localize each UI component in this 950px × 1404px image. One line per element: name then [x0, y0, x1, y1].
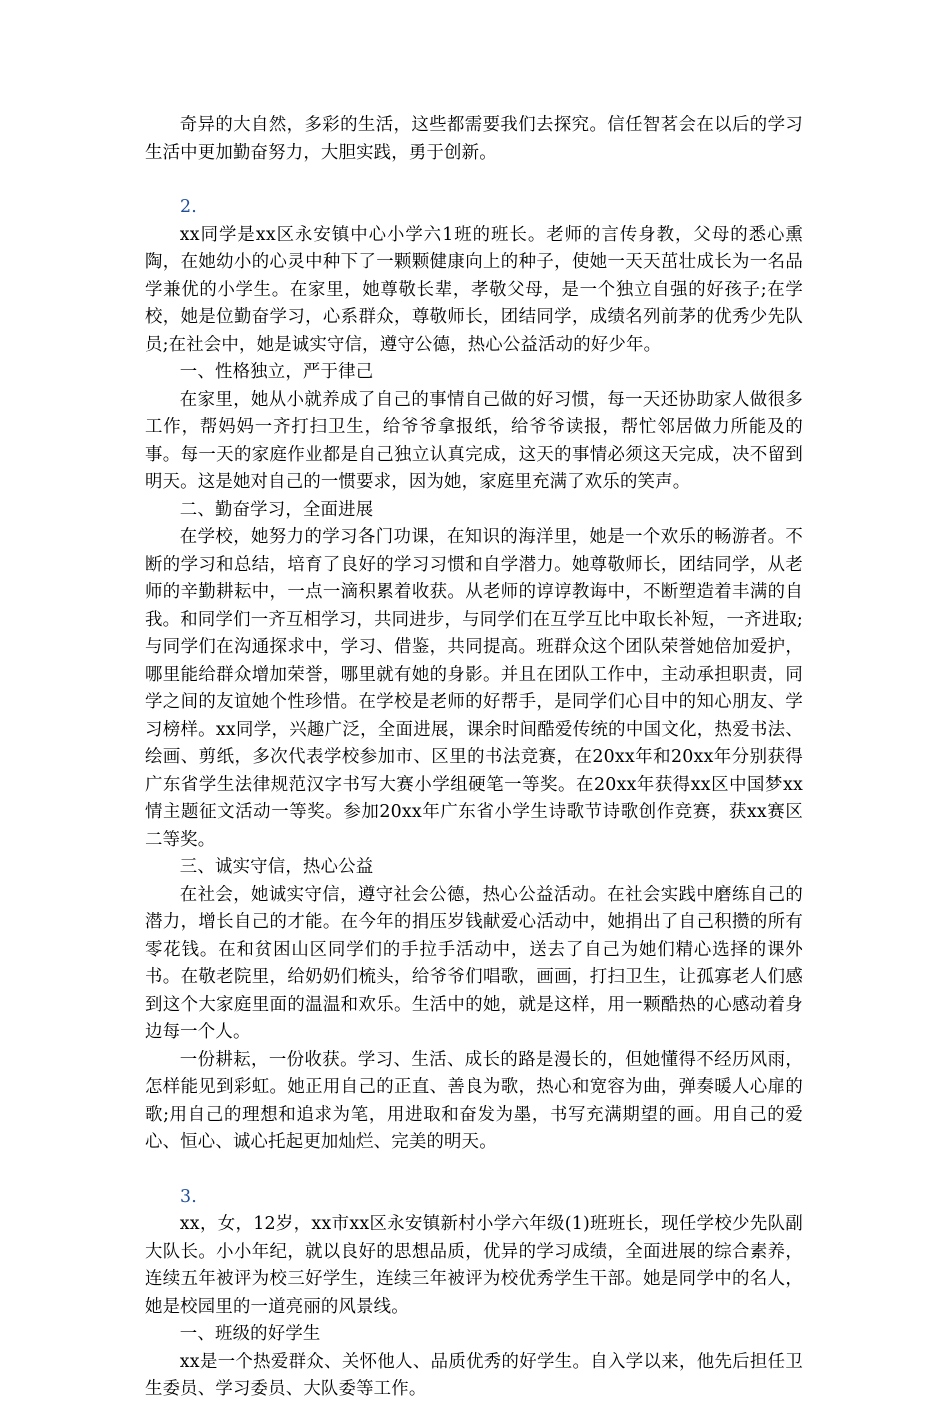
body-paragraph: 在家里，她从小就养成了自己的事情自己做的好习惯，每一天还协助家人做很多工作，帮妈妈一齐打扫卫生，给爷爷拿报纸，给爷爷读报，帮忙邻居做力所能及的事。每一天的家庭作业都是自己独立认真完成，这天的事情必须这天完成，决不留到明天。这是她对自己的一惯要求，因为她，家庭里充满了欢乐的笑声。	[145, 389, 803, 492]
body-paragraph: xx是一个热爱群众、关怀他人、品质优秀的好学生。自入学以来，他先后担任卫生委员、学习委员、大队委等工作。	[145, 1351, 803, 1399]
paragraph-spacer	[145, 1157, 803, 1184]
paragraph-spacer	[145, 167, 803, 194]
body-paragraph: 一份耕耘，一份收获。学习、生活、成长的路是漫长的，但她懂得不经历风雨，怎样能见到彩虹。她正用自己的正直、善良为歌，热心和宽容为曲，弹奏暖人心扉的歌;用自己的理想和追求为笔，用进取和奋发为墨，书写充满期望的画。用自己的爱心、恒心、诚心托起更加灿烂、完美的明天。	[145, 1049, 803, 1152]
body-paragraph: 一、班级的好学生	[179, 1324, 321, 1344]
body-paragraph: 奇异的大自然，多彩的生活，这些都需要我们去探究。信任智茗会在以后的学习生活中更加勤奋努力，大胆实践，勇于创新。	[145, 115, 803, 163]
body-paragraph: 一、性格独立，严于律己	[179, 362, 374, 382]
body-paragraph: xx，女，12岁，xx市xx区永安镇新村小学六年级(1)班班长，现任学校少先队副大队长。小小年纪，就以良好的思想品质，优异的学习成绩，全面进展的综合素养，连续五年被评为校三好学生，连续三年被评为校优秀学生干部。她是同学中的名人，她是校园里的一道亮丽的风景线。	[145, 1214, 803, 1317]
body-paragraph: 在学校，她努力的学习各门功课，在知识的海洋里，她是一个欢乐的畅游者。不断的学习和总结，培育了良好的学习习惯和自学潜力。她尊敬师长，团结同学，从老师的辛勤耕耘中，一点一滴积累着收获。从老师的谆谆教诲中，不断塑造着丰满的自我。和同学们一齐互相学习，共同进步，与同学们在互学互比中取长补短，一齐进取;与同学们在沟通探求中，学习、借鉴，共同提高。班群众这个团队荣誉她倍加爱护，哪里能给群众增加荣誉，哪里就有她的身影。并且在团队工作中，主动承担职责，同学之间的友谊她个性珍惜。在学校是老师的好帮手，是同学们心目中的知心朋友、学习榜样。xx同学，兴趣广泛，全面进展，课余时间酷爱传统的中国文化，热爱书法、绘画、剪纸，多次代表学校参加市、区里的书法竞赛，在20xx年和20xx年分别获得广东省学生法律规范汉字书写大赛小学组硬笔一等奖。在20xx年获得xx区中国梦xx情主题征文活动一等奖。参加20xx年广东省小学生诗歌节诗歌创作竞赛，获xx赛区二等奖。	[145, 527, 803, 850]
section-number: 2.	[180, 197, 197, 217]
document-body	[145, 112, 803, 1404]
section-number: 3.	[180, 1186, 197, 1207]
body-paragraph: xx同学是xx区永安镇中心小学六1班的班长。老师的言传身教，父母的悉心熏陶，在她幼小的心灵中种下了一颗颗健康向上的种子，使她一天天茁壮成长为一名品学兼优的小学生。在家里，她尊敬长辈，孝敬父母，是一个独立自强的好孩子;在学校，她是位勤奋学习，心系群众，尊敬师长，团结同学，成绩名列前茅的优秀少先队员;在社会中，她是诚实守信，遵守公德，热心公益活动的好少年。	[145, 224, 803, 355]
body-paragraph: 三、诚实守信，热心公益	[179, 857, 374, 877]
body-paragraph: 二、勤奋学习，全面进展	[179, 499, 374, 520]
body-paragraph: 在社会，她诚实守信，遵守社会公德，热心公益活动。在社会实践中磨练自己的潜力，增长自己的才能。在今年的捐压岁钱献爱心活动中，她捐出了自己积攒的所有零花钱。在和贫困山区同学们的手拉手活动中，送去了自己为她们精心选择的课外书。在敬老院里，给奶奶们梳头，给爷爷们唱歌，画画，打扫卫生，让孤寡老人们感到这个大家庭里面的温温和欢乐。生活中的她，就是这样，用一颗酷热的心感动着身边每一个人。	[145, 884, 803, 1042]
